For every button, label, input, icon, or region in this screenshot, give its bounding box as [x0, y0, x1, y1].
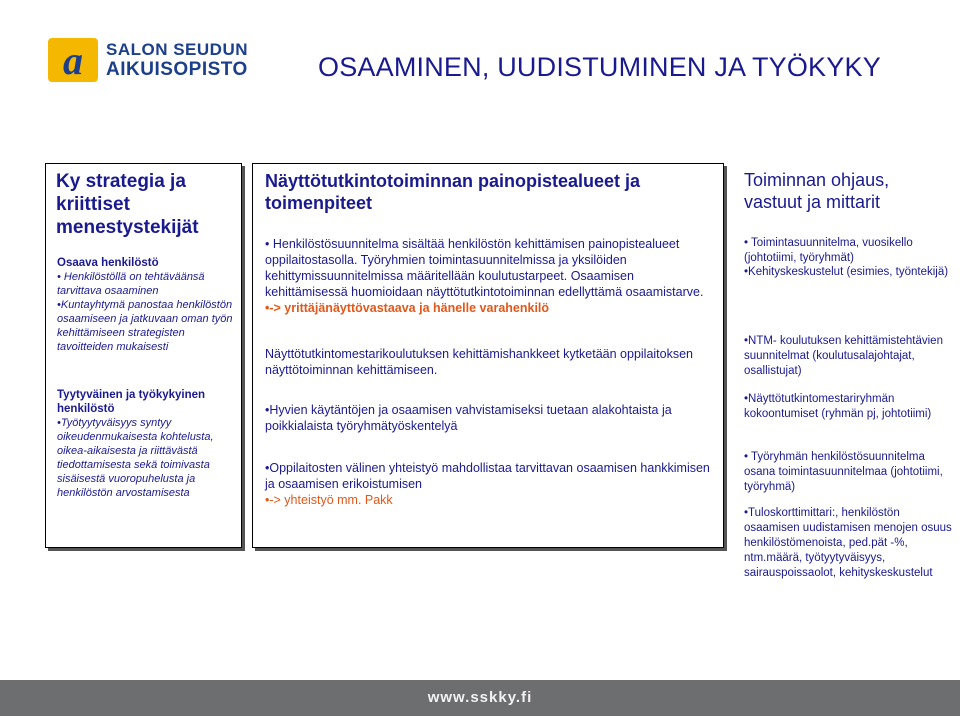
- section-osaava-henkilosto: [57, 256, 237, 354]
- priority-paragraph-3: •Hyvien käytäntöjen ja osaamisen vahvistamiseksi tuetaan alakohtaista ja poikkialaista työryhmätyöskentelyä: [265, 403, 672, 433]
- strategy-heading: Ky strategia ja kriittiset menestystekijät: [56, 171, 199, 238]
- footer-url: www.sskky.fi: [427, 689, 533, 706]
- highlight-text: •-> yhteistyö mm. Pakk: [265, 493, 393, 507]
- priority-paragraph-4: [265, 460, 715, 508]
- section-tyytyvainen-henkilosto: [57, 388, 237, 500]
- priorities-panel: [252, 163, 724, 548]
- paragraph-text: •Oppilaitosten välinen yhteistyö mahdollistaa tarvittavan osaamisen hankkimisen ja osaamisen erikoistumisen: [265, 461, 710, 491]
- management-item: •Tuloskorttimittari:, henkilöstön osaamisen uudistamisen menojen osuus henkilöstömenoista, ped.pät -%, ntm.määrä, työtyytyväisyys, sairauspoissaolot, kehityskeskustelut: [744, 507, 952, 579]
- aikuisopisto-logo-icon: [48, 38, 98, 82]
- highlight-text: •-> yrittäjänäyttövastaava ja hänelle varahenkilö: [265, 301, 550, 315]
- section-line: •Kuntayhtymä panostaa henkilöstön osaamiseen ja jatkuvaan oman työn kehittämiseen strategisten tavoitteiden mukaisesti: [57, 299, 233, 353]
- page-title: OSAAMINEN, UUDISTUMINEN JA TYÖKYKY: [318, 52, 881, 82]
- management-item: • Toimintasuunnitelma, vuosikello (johtotiimi, työryhmät): [744, 237, 913, 264]
- section-title: Osaava henkilöstö: [57, 257, 159, 269]
- header: [0, 0, 960, 95]
- priority-paragraph-2: Näyttötutkintomestarikoulutuksen kehittämishankkeet kytketään oppilaitoksen näyttötoiminnan kehittämiseen.: [265, 347, 694, 377]
- management-item: • Työryhmän henkilöstösuunnitelma osana toimintasuunnitelmaa (johtotiimi, työryhmä): [744, 451, 943, 493]
- paragraph-text: • Henkilöstösuunnitelma sisältää henkilöstön kehittämisen painopistealueet oppilaitostasolla. Työryhmien toimintasuunnitelmissa ja yksilöiden kehittymissuunnitelmissa määritellään koulutustarpeet. Osaamisen kehittämisessä huomioidaan näyttötutkintotoiminnan edellyttämä osaamistarve.: [265, 237, 704, 299]
- management-item: •Kehityskeskustelut (esimies, työntekijä): [744, 266, 949, 278]
- logo-text-line2: AIKUISOPISTO: [106, 59, 248, 80]
- priorities-heading: Näyttötutkintotoiminnan painopistealueet ja toimenpiteet: [265, 171, 641, 213]
- management-item: •Näyttötutkintomestariryhmän kokoontumiset (ryhmän pj, johtotiimi): [744, 393, 932, 420]
- strategy-panel: [45, 163, 242, 548]
- management-heading: Toiminnan ohjaus, vastuut ja mittarit: [744, 170, 890, 212]
- footer: [0, 680, 960, 716]
- section-line: • Henkilöstöllä on tehtäväänsä tarvittava osaaminen: [57, 271, 205, 297]
- section-title: Tyytyväinen ja työkykyinen henkilöstö: [57, 389, 206, 415]
- priority-paragraph-1: [265, 236, 715, 316]
- management-item: •NTM- koulutuksen kehittämistehtävien suunnitelmat (koulutusalajohtajat, osallistujat): [744, 335, 943, 377]
- svg-text:a: a: [63, 38, 83, 82]
- section-line: •Työtyytyväisyys syntyy oikeudenmukaisesta kohtelusta, oikea-aikaisesta ja riittävästä tiedottamisesta sekä toimivasta sisäisestä vuoropuhelusta ja henkilöstön arvostamisesta: [57, 417, 214, 499]
- logo-text-line1: SALON SEUDUN: [106, 40, 249, 59]
- logo: [48, 38, 258, 86]
